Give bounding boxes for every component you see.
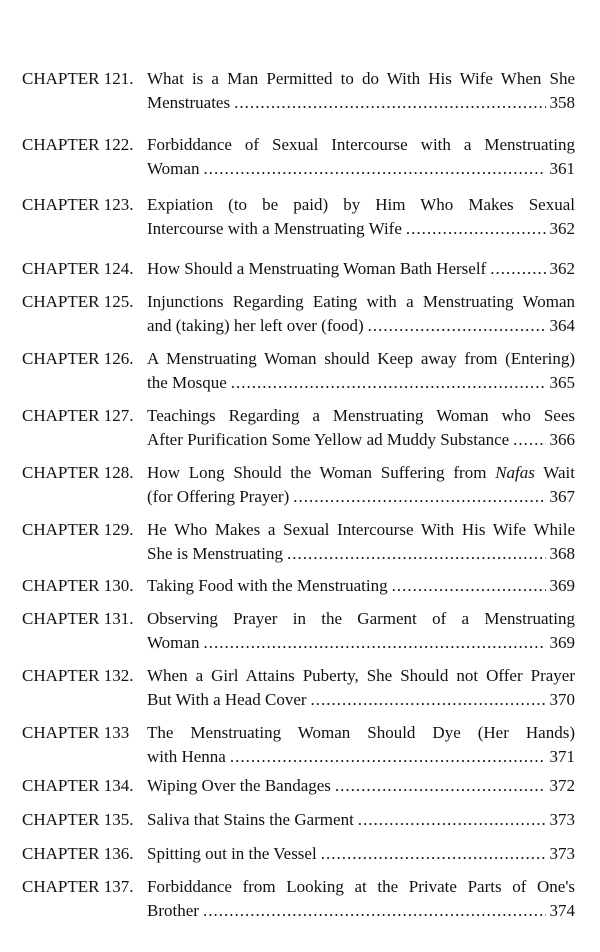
chapter-number: CHAPTER 131. [22,609,134,628]
dot-leader [335,774,546,798]
title-last-line [147,91,575,115]
title-line: When a Girl Attains Puberty, She Should not Offer Prayer [147,666,575,685]
dot-leader [358,808,546,832]
page-number: 362 [549,259,575,278]
title-text: After Purification Some Yellow ad Muddy Substance [147,430,510,449]
title-last-line [147,688,575,712]
dot-leader [321,842,546,866]
title-line: Forbiddance from Looking at the Private Parts of One's [147,877,575,896]
title-text: Woman [147,159,200,178]
chapter-title [147,574,575,598]
dot-leader [293,485,545,509]
chapter-number: CHAPTER 124. [22,259,134,278]
title-last-line [147,899,575,923]
title-text: Spitting out in the Vessel [147,844,317,863]
chapter-number: CHAPTER 128. [22,463,134,482]
title-text: Brother [147,901,199,920]
title-text: Saliva that Stains the Garment [147,810,354,829]
title-last-line [147,774,575,798]
page-number: 370 [549,690,575,709]
page-number: 371 [549,747,575,766]
chapter-title [147,518,575,566]
page-number: 361 [549,159,575,178]
dot-leader [311,688,546,712]
title-last-line [147,371,575,395]
title-text: How Should a Menstruating Woman Bath Herself [147,259,487,278]
page-number: 365 [549,373,575,392]
page-number: 362 [549,219,575,238]
chapter-title [147,133,575,181]
dot-leader [231,371,546,395]
chapter-title [147,67,575,115]
title-last-line [147,842,575,866]
dot-leader [406,217,546,241]
title-text: Wiping Over the Bandages [147,776,331,795]
page-number: 374 [549,901,575,920]
title-last-line [147,631,575,655]
title-last-line [147,428,575,452]
page-number: 369 [549,633,575,652]
dot-leader [230,745,546,769]
title-text: She is Menstruating [147,544,283,563]
chapter-title [147,193,575,241]
title-last-line [147,542,575,566]
title-text: (for Offering Prayer) [147,487,290,506]
chapter-number: CHAPTER 125. [22,292,134,311]
title-last-line [147,574,575,598]
page-number: 358 [549,93,575,112]
chapter-title [147,842,575,866]
title-text: But With a Head Cover [147,690,307,709]
chapter-number: CHAPTER 121. [22,69,134,88]
chapter-number: CHAPTER 137. [22,877,134,896]
chapter-number: CHAPTER 123. [22,195,134,214]
title-last-line [147,808,575,832]
title-line: Observing Prayer in the Garment of a Menstruating [147,609,575,628]
dot-leader [392,574,546,598]
chapter-number: CHAPTER 127. [22,406,134,425]
dot-leader [203,157,545,181]
title-line: What is a Man Permitted to do With His Wife When She [147,69,575,88]
chapter-title [147,257,575,281]
page-number: 368 [549,544,575,563]
page-number: 367 [549,487,575,506]
dot-leader [490,257,545,281]
dot-leader [513,428,545,452]
chapter-title [147,461,575,509]
chapter-number: CHAPTER 136. [22,844,134,863]
title-line: Forbiddance of Sexual Intercourse with a Menstruating [147,135,575,154]
title-text: Taking Food with the Menstruating [147,576,388,595]
title-last-line [147,485,575,509]
title-text: Woman [147,633,200,652]
chapter-number: CHAPTER 132. [22,666,134,685]
chapter-number: CHAPTER 129. [22,520,134,539]
chapter-title [147,664,575,712]
chapter-number: CHAPTER 133 [22,723,130,742]
title-last-line [147,217,575,241]
chapter-title [147,875,575,923]
title-line: A Menstruating Woman should Keep away from (Entering) [147,349,575,368]
chapter-number: CHAPTER 135. [22,810,134,829]
page-number: 373 [549,810,575,829]
chapter-title [147,290,575,338]
title-line: The Menstruating Woman Should Dye (Her Hands) [147,723,575,742]
title-text: the Mosque [147,373,227,392]
page-number: 373 [549,844,575,863]
chapter-title [147,774,575,798]
page-number: 372 [549,776,575,795]
title-last-line [147,257,575,281]
page-number: 366 [549,430,575,449]
dot-leader [287,542,546,566]
title-last-line [147,745,575,769]
chapter-title [147,721,575,769]
dot-leader [203,631,545,655]
title-line: How Long Should the Woman Suffering from Nafas Wait [147,463,575,482]
chapter-number: CHAPTER 126. [22,349,134,368]
chapter-number: CHAPTER 122. [22,135,134,154]
chapter-title [147,404,575,452]
title-line: Injunctions Regarding Eating with a Menstruating Woman [147,292,575,311]
chapter-number: CHAPTER 134. [22,776,134,795]
title-text: Intercourse with a Menstruating Wife [147,219,402,238]
chapter-title [147,607,575,655]
title-text: Menstruates [147,93,231,112]
page-number: 364 [549,316,575,335]
title-last-line [147,314,575,338]
title-line: He Who Makes a Sexual Intercourse With His Wife While [147,520,575,539]
title-line: Expiation (to be paid) by Him Who Makes Sexual [147,195,575,214]
page-number: 369 [549,576,575,595]
title-last-line [147,157,575,181]
chapter-title [147,347,575,395]
dot-leader [368,314,546,338]
chapter-number: CHAPTER 130. [22,576,134,595]
title-line: Teachings Regarding a Menstruating Woman who Sees [147,406,575,425]
dot-leader [203,899,546,923]
title-text: and (taking) her left over (food) [147,316,364,335]
title-text: with Henna [147,747,226,766]
chapter-title [147,808,575,832]
dot-leader [234,91,545,115]
